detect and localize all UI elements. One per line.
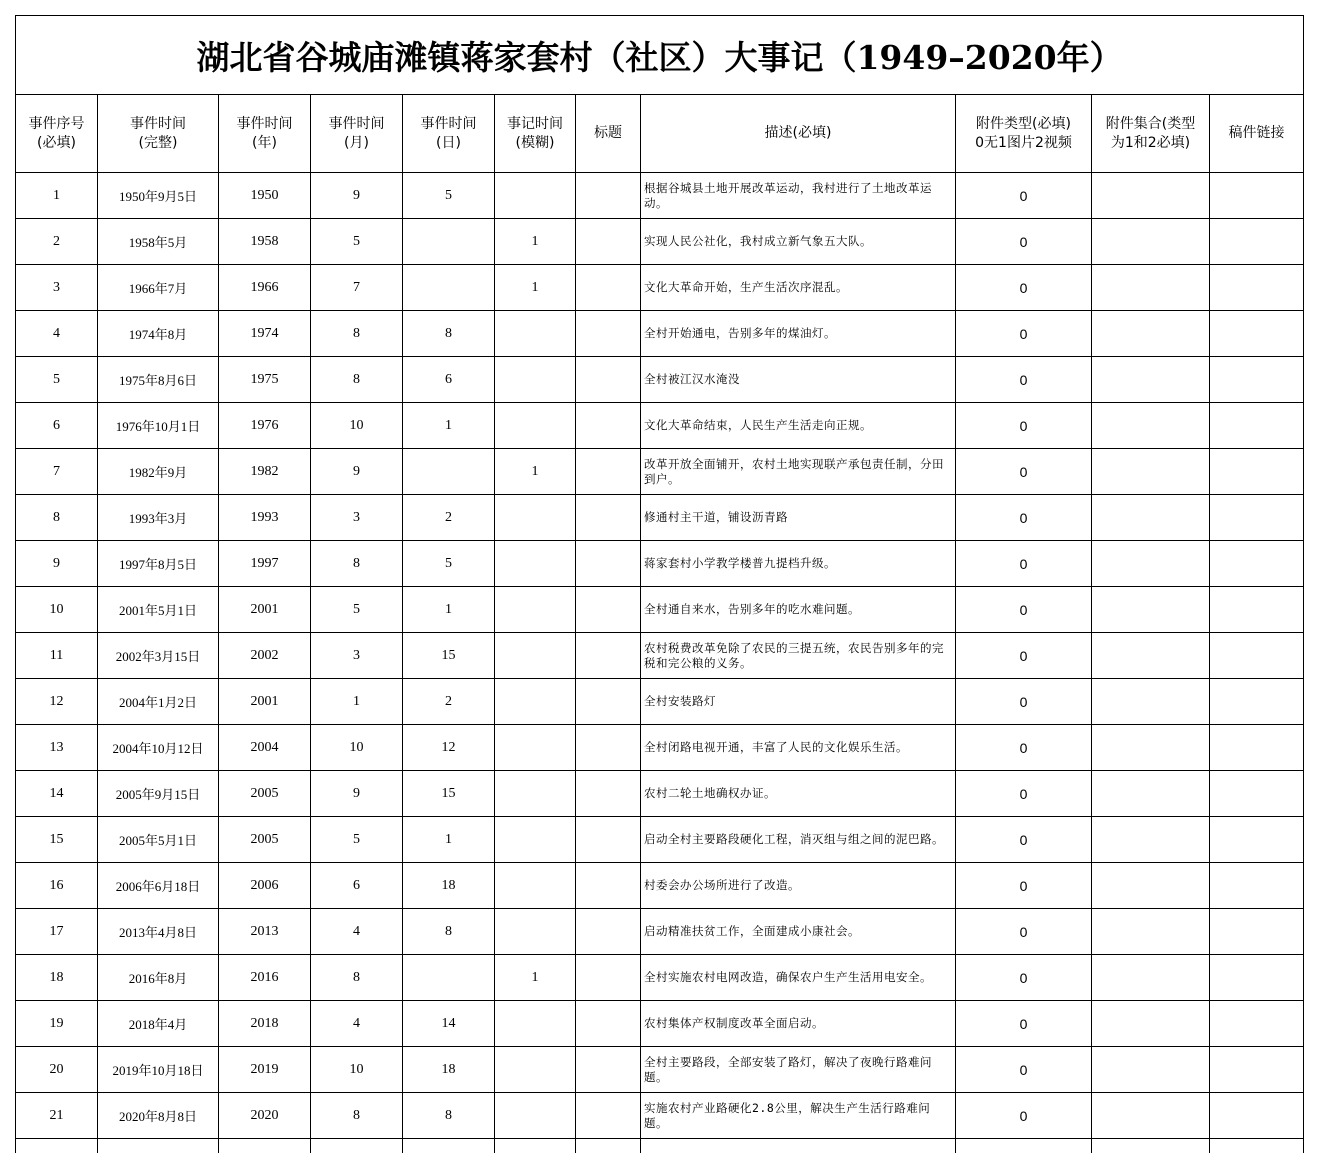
cell-description[interactable]: 农村税费改革免除了农民的三提五统，农民告别多年的完税和完公粮的义务。	[641, 633, 956, 679]
cell-description[interactable]: 根据谷城县土地开展改革运动，我村进行了土地改革运动。	[641, 173, 956, 219]
cell-month[interactable]: 4	[311, 909, 403, 955]
table-row	[16, 173, 1304, 219]
cell-month[interactable]: 9	[311, 771, 403, 817]
cell-description[interactable]: 改革开放全面铺开，农村土地实现联产承包责任制，分田到户。	[641, 449, 956, 495]
cell-article-link[interactable]	[1210, 357, 1304, 403]
cell-attachment-set[interactable]	[1092, 311, 1210, 357]
cell-attachment-set[interactable]	[1092, 357, 1210, 403]
cell-title[interactable]	[576, 541, 641, 587]
cell-attachment-set[interactable]	[1092, 1093, 1210, 1139]
cell-month[interactable]: 4	[311, 1001, 403, 1047]
cell-title[interactable]	[576, 311, 641, 357]
cell-attachment-set[interactable]	[1092, 495, 1210, 541]
cell-event-no[interactable]: 8	[16, 495, 98, 541]
cell-description[interactable]: 蒋家套村小学教学楼普九提档升级。	[641, 541, 956, 587]
header-month: 事件时间 (月)	[311, 95, 403, 173]
cell-description[interactable]: 修通村主干道，铺设沥青路	[641, 495, 956, 541]
cell-event-no[interactable]: 20	[16, 1047, 98, 1093]
cell-event-no[interactable]: 5	[16, 357, 98, 403]
cell-day[interactable]: 12	[403, 725, 495, 771]
cell-day[interactable]: 5	[403, 173, 495, 219]
cell-article-link[interactable]	[1210, 587, 1304, 633]
cell-description[interactable]: 全村被江汉水淹没	[641, 357, 956, 403]
cell-fuzzy-date[interactable]	[495, 1001, 576, 1047]
header-title: 标题	[576, 95, 641, 173]
cell-day[interactable]: 8	[403, 311, 495, 357]
empty-row	[16, 1139, 1304, 1154]
cell-attachment-set[interactable]	[1092, 1047, 1210, 1093]
cell-attachment-set[interactable]	[1092, 219, 1210, 265]
cell-attachment-set[interactable]	[1092, 909, 1210, 955]
cell-description[interactable]: 农村二轮土地确权办证。	[641, 771, 956, 817]
cell-article-link[interactable]	[1210, 219, 1304, 265]
cell-full-date[interactable]: 2005年5月1日	[98, 817, 219, 863]
cell-attachment-set[interactable]	[1092, 725, 1210, 771]
table-row	[16, 725, 1304, 771]
cell-month[interactable]: 8	[311, 357, 403, 403]
cell-month[interactable]: 10	[311, 403, 403, 449]
cell-description[interactable]: 实现人民公社化，我村成立新气象五大队。	[641, 219, 956, 265]
cell-fuzzy-date[interactable]	[495, 1093, 576, 1139]
cell-full-date[interactable]: 2020年8月8日	[98, 1093, 219, 1139]
cell-day[interactable]: 18	[403, 863, 495, 909]
empty-cell[interactable]	[1210, 1139, 1304, 1154]
cell-fuzzy-date[interactable]	[495, 403, 576, 449]
cell-fuzzy-date[interactable]: 1	[495, 265, 576, 311]
cell-day[interactable]: 2	[403, 679, 495, 725]
cell-day[interactable]	[403, 955, 495, 1001]
table-row	[16, 1093, 1304, 1139]
cell-attachment-type[interactable]: 0	[956, 587, 1092, 633]
cell-title[interactable]	[576, 1001, 641, 1047]
cell-month[interactable]: 8	[311, 311, 403, 357]
empty-cell[interactable]	[16, 1139, 98, 1154]
cell-day[interactable]: 15	[403, 633, 495, 679]
cell-day[interactable]: 15	[403, 771, 495, 817]
cell-article-link[interactable]	[1210, 955, 1304, 1001]
cell-month[interactable]: 3	[311, 495, 403, 541]
cell-article-link[interactable]	[1210, 633, 1304, 679]
empty-cell[interactable]	[641, 1139, 956, 1154]
cell-fuzzy-date[interactable]	[495, 909, 576, 955]
cell-description[interactable]: 全村开始通电，告别多年的煤油灯。	[641, 311, 956, 357]
header-event-no: 事件序号 (必填)	[16, 95, 98, 173]
cell-attachment-type[interactable]: 0	[956, 679, 1092, 725]
cell-full-date[interactable]: 2004年1月2日	[98, 679, 219, 725]
cell-full-date[interactable]: 2016年8月	[98, 955, 219, 1001]
cell-attachment-type[interactable]: 0	[956, 449, 1092, 495]
cell-fuzzy-date[interactable]	[495, 1047, 576, 1093]
cell-attachment-set[interactable]	[1092, 633, 1210, 679]
cell-title[interactable]	[576, 1047, 641, 1093]
cell-article-link[interactable]	[1210, 725, 1304, 771]
cell-description[interactable]: 实施农村产业路硬化2.8公里，解决生产生活行路难问题。	[641, 1093, 956, 1139]
cell-article-link[interactable]	[1210, 679, 1304, 725]
cell-attachment-type[interactable]: 0	[956, 771, 1092, 817]
cell-full-date[interactable]: 2002年3月15日	[98, 633, 219, 679]
cell-year[interactable]: 1993	[219, 495, 311, 541]
cell-title[interactable]	[576, 633, 641, 679]
cell-title[interactable]	[576, 817, 641, 863]
cell-attachment-type[interactable]: 0	[956, 817, 1092, 863]
cell-article-link[interactable]	[1210, 173, 1304, 219]
cell-day[interactable]	[403, 265, 495, 311]
cell-article-link[interactable]	[1210, 1047, 1304, 1093]
table-row	[16, 909, 1304, 955]
cell-fuzzy-date[interactable]: 1	[495, 449, 576, 495]
cell-month[interactable]: 10	[311, 1047, 403, 1093]
cell-day[interactable]: 1	[403, 403, 495, 449]
header-article-link: 稿件链接	[1210, 95, 1304, 173]
cell-event-no[interactable]: 19	[16, 1001, 98, 1047]
cell-title[interactable]	[576, 1093, 641, 1139]
header-year: 事件时间 (年)	[219, 95, 311, 173]
cell-fuzzy-date[interactable]	[495, 771, 576, 817]
cell-fuzzy-date[interactable]	[495, 495, 576, 541]
cell-day[interactable]: 18	[403, 1047, 495, 1093]
cell-description[interactable]: 启动全村主要路段硬化工程，消灭组与组之间的泥巴路。	[641, 817, 956, 863]
table-row	[16, 403, 1304, 449]
cell-day[interactable]	[403, 219, 495, 265]
cell-month[interactable]: 5	[311, 219, 403, 265]
cell-attachment-set[interactable]	[1092, 955, 1210, 1001]
cell-event-no[interactable]: 2	[16, 219, 98, 265]
cell-title[interactable]	[576, 265, 641, 311]
cell-full-date[interactable]: 1966年7月	[98, 265, 219, 311]
cell-attachment-type[interactable]: 0	[956, 1001, 1092, 1047]
cell-full-date[interactable]: 1982年9月	[98, 449, 219, 495]
cell-article-link[interactable]	[1210, 311, 1304, 357]
table-row	[16, 817, 1304, 863]
empty-cell[interactable]	[576, 1139, 641, 1154]
cell-event-no[interactable]: 21	[16, 1093, 98, 1139]
cell-year[interactable]: 2020	[219, 1093, 311, 1139]
cell-event-no[interactable]: 14	[16, 771, 98, 817]
cell-attachment-type[interactable]: 0	[956, 909, 1092, 955]
cell-description[interactable]: 全村实施农村电网改造，确保农户生产生活用电安全。	[641, 955, 956, 1001]
cell-event-no[interactable]: 12	[16, 679, 98, 725]
cell-full-date[interactable]: 1950年9月5日	[98, 173, 219, 219]
table-row	[16, 541, 1304, 587]
cell-description[interactable]: 农村集体产权制度改革全面启动。	[641, 1001, 956, 1047]
cell-fuzzy-date[interactable]: 1	[495, 955, 576, 1001]
cell-attachment-set[interactable]	[1092, 265, 1210, 311]
cell-full-date[interactable]: 2019年10月18日	[98, 1047, 219, 1093]
cell-attachment-set[interactable]	[1092, 403, 1210, 449]
cell-event-no[interactable]: 3	[16, 265, 98, 311]
table-row	[16, 219, 1304, 265]
empty-cell[interactable]	[98, 1139, 219, 1154]
cell-year[interactable]: 1975	[219, 357, 311, 403]
cell-month[interactable]: 6	[311, 863, 403, 909]
cell-title[interactable]	[576, 863, 641, 909]
cell-year[interactable]: 2016	[219, 955, 311, 1001]
cell-fuzzy-date[interactable]	[495, 817, 576, 863]
cell-year[interactable]: 1976	[219, 403, 311, 449]
cell-attachment-type[interactable]: 0	[956, 541, 1092, 587]
cell-attachment-type[interactable]: 0	[956, 311, 1092, 357]
cell-full-date[interactable]: 2018年4月	[98, 1001, 219, 1047]
cell-day[interactable]	[403, 449, 495, 495]
cell-fuzzy-date[interactable]	[495, 679, 576, 725]
cell-full-date[interactable]: 2001年5月1日	[98, 587, 219, 633]
header-row	[16, 95, 1304, 173]
cell-attachment-type[interactable]: 0	[956, 955, 1092, 1001]
cell-attachment-set[interactable]	[1092, 541, 1210, 587]
cell-year[interactable]: 1950	[219, 173, 311, 219]
cell-full-date[interactable]: 2006年6月18日	[98, 863, 219, 909]
cell-attachment-type[interactable]: 0	[956, 357, 1092, 403]
cell-full-date[interactable]: 1958年5月	[98, 219, 219, 265]
cell-event-no[interactable]: 1	[16, 173, 98, 219]
cell-month[interactable]: 8	[311, 955, 403, 1001]
cell-attachment-set[interactable]	[1092, 449, 1210, 495]
table-body	[16, 173, 1304, 1154]
header-attachment-type: 附件类型(必填) 0无1图片2视频	[956, 95, 1092, 173]
table-row	[16, 357, 1304, 403]
cell-fuzzy-date[interactable]	[495, 357, 576, 403]
cell-fuzzy-date[interactable]	[495, 863, 576, 909]
cell-event-no[interactable]: 15	[16, 817, 98, 863]
cell-fuzzy-date[interactable]	[495, 587, 576, 633]
cell-attachment-type[interactable]: 0	[956, 173, 1092, 219]
header-full-date: 事件时间 (完整)	[98, 95, 219, 173]
cell-year[interactable]: 2004	[219, 725, 311, 771]
cell-year[interactable]: 2005	[219, 817, 311, 863]
empty-cell[interactable]	[311, 1139, 403, 1154]
empty-cell[interactable]	[403, 1139, 495, 1154]
table-row	[16, 495, 1304, 541]
table-row	[16, 1001, 1304, 1047]
cell-description[interactable]: 村委会办公场所进行了改造。	[641, 863, 956, 909]
table-row	[16, 955, 1304, 1001]
cell-full-date[interactable]: 1997年8月5日	[98, 541, 219, 587]
cell-article-link[interactable]	[1210, 265, 1304, 311]
cell-month[interactable]: 1	[311, 679, 403, 725]
events-table	[15, 15, 1304, 1153]
cell-attachment-type[interactable]: 0	[956, 633, 1092, 679]
cell-article-link[interactable]	[1210, 495, 1304, 541]
cell-year[interactable]: 2006	[219, 863, 311, 909]
cell-year[interactable]: 2002	[219, 633, 311, 679]
cell-article-link[interactable]	[1210, 403, 1304, 449]
cell-full-date[interactable]: 1974年8月	[98, 311, 219, 357]
header-day: 事件时间 (日)	[403, 95, 495, 173]
table-row	[16, 633, 1304, 679]
table-row	[16, 771, 1304, 817]
cell-month[interactable]: 8	[311, 1093, 403, 1139]
table-row	[16, 863, 1304, 909]
cell-full-date[interactable]: 1993年3月	[98, 495, 219, 541]
cell-full-date[interactable]: 2005年9月15日	[98, 771, 219, 817]
cell-attachment-set[interactable]	[1092, 679, 1210, 725]
cell-full-date[interactable]: 1976年10月1日	[98, 403, 219, 449]
cell-attachment-set[interactable]	[1092, 771, 1210, 817]
cell-day[interactable]: 14	[403, 1001, 495, 1047]
cell-year[interactable]: 2019	[219, 1047, 311, 1093]
cell-year[interactable]: 1958	[219, 219, 311, 265]
cell-event-no[interactable]: 9	[16, 541, 98, 587]
cell-description[interactable]: 文化大革命结束，人民生产生活走向正规。	[641, 403, 956, 449]
cell-full-date[interactable]: 2004年10月12日	[98, 725, 219, 771]
cell-month[interactable]: 7	[311, 265, 403, 311]
cell-fuzzy-date[interactable]	[495, 725, 576, 771]
cell-title[interactable]	[576, 909, 641, 955]
cell-year[interactable]: 2001	[219, 679, 311, 725]
empty-cell[interactable]	[1092, 1139, 1210, 1154]
cell-title[interactable]	[576, 679, 641, 725]
cell-fuzzy-date[interactable]	[495, 311, 576, 357]
cell-year[interactable]: 2005	[219, 771, 311, 817]
cell-full-date[interactable]: 1975年8月6日	[98, 357, 219, 403]
cell-month[interactable]: 5	[311, 587, 403, 633]
cell-attachment-type[interactable]: 0	[956, 863, 1092, 909]
cell-year[interactable]: 2018	[219, 1001, 311, 1047]
cell-fuzzy-date[interactable]	[495, 173, 576, 219]
cell-attachment-type[interactable]: 0	[956, 265, 1092, 311]
cell-day[interactable]: 5	[403, 541, 495, 587]
table-row	[16, 1047, 1304, 1093]
cell-title[interactable]	[576, 173, 641, 219]
cell-title[interactable]	[576, 955, 641, 1001]
empty-cell[interactable]	[495, 1139, 576, 1154]
cell-full-date[interactable]: 2013年4月8日	[98, 909, 219, 955]
cell-title[interactable]	[576, 403, 641, 449]
cell-year[interactable]: 2001	[219, 587, 311, 633]
cell-title[interactable]	[576, 495, 641, 541]
cell-event-no[interactable]: 6	[16, 403, 98, 449]
header-fuzzy-date: 事记时间 (模糊)	[495, 95, 576, 173]
header-attachment-set: 附件集合(类型 为1和2必填)	[1092, 95, 1210, 173]
cell-attachment-type[interactable]: 0	[956, 725, 1092, 771]
cell-article-link[interactable]	[1210, 863, 1304, 909]
cell-year[interactable]: 1997	[219, 541, 311, 587]
cell-event-no[interactable]: 7	[16, 449, 98, 495]
cell-article-link[interactable]	[1210, 449, 1304, 495]
header-description: 描述(必填)	[641, 95, 956, 173]
cell-attachment-type[interactable]: 0	[956, 403, 1092, 449]
page-title: 湖北省谷城庙滩镇蒋家套村（社区）大事记（1949–2020年）	[16, 16, 1304, 95]
cell-day[interactable]: 8	[403, 909, 495, 955]
spreadsheet	[15, 15, 1303, 1153]
cell-description[interactable]: 全村主要路段，全部安装了路灯，解决了夜晚行路难问题。	[641, 1047, 956, 1093]
cell-attachment-set[interactable]	[1092, 587, 1210, 633]
cell-event-no[interactable]: 16	[16, 863, 98, 909]
table-row	[16, 587, 1304, 633]
table-row	[16, 265, 1304, 311]
cell-article-link[interactable]	[1210, 817, 1304, 863]
cell-article-link[interactable]	[1210, 909, 1304, 955]
cell-month[interactable]: 10	[311, 725, 403, 771]
cell-event-no[interactable]: 4	[16, 311, 98, 357]
cell-year[interactable]: 2013	[219, 909, 311, 955]
cell-title[interactable]	[576, 587, 641, 633]
cell-attachment-type[interactable]: 0	[956, 1047, 1092, 1093]
cell-title[interactable]	[576, 449, 641, 495]
cell-event-no[interactable]: 11	[16, 633, 98, 679]
cell-fuzzy-date[interactable]	[495, 541, 576, 587]
cell-event-no[interactable]: 17	[16, 909, 98, 955]
empty-cell[interactable]	[956, 1139, 1092, 1154]
cell-day[interactable]: 6	[403, 357, 495, 403]
cell-article-link[interactable]	[1210, 1093, 1304, 1139]
table-row	[16, 311, 1304, 357]
cell-title[interactable]	[576, 725, 641, 771]
cell-article-link[interactable]	[1210, 771, 1304, 817]
table-row	[16, 449, 1304, 495]
cell-attachment-type[interactable]: 0	[956, 219, 1092, 265]
cell-title[interactable]	[576, 357, 641, 403]
cell-event-no[interactable]: 18	[16, 955, 98, 1001]
cell-event-no[interactable]: 10	[16, 587, 98, 633]
table-row	[16, 679, 1304, 725]
cell-description[interactable]: 全村闭路电视开通，丰富了人民的文化娱乐生活。	[641, 725, 956, 771]
cell-attachment-set[interactable]	[1092, 1001, 1210, 1047]
cell-attachment-set[interactable]	[1092, 817, 1210, 863]
cell-month[interactable]: 5	[311, 817, 403, 863]
cell-month[interactable]: 8	[311, 541, 403, 587]
cell-event-no[interactable]: 13	[16, 725, 98, 771]
empty-cell[interactable]	[219, 1139, 311, 1154]
cell-year[interactable]: 1966	[219, 265, 311, 311]
cell-attachment-set[interactable]	[1092, 173, 1210, 219]
cell-day[interactable]: 8	[403, 1093, 495, 1139]
cell-day[interactable]: 1	[403, 817, 495, 863]
cell-year[interactable]: 1974	[219, 311, 311, 357]
cell-attachment-type[interactable]: 0	[956, 495, 1092, 541]
cell-fuzzy-date[interactable]	[495, 633, 576, 679]
cell-day[interactable]: 1	[403, 587, 495, 633]
cell-article-link[interactable]	[1210, 541, 1304, 587]
cell-attachment-set[interactable]	[1092, 863, 1210, 909]
cell-title[interactable]	[576, 219, 641, 265]
cell-fuzzy-date[interactable]: 1	[495, 219, 576, 265]
cell-description[interactable]: 全村通自来水，告别多年的吃水难问题。	[641, 587, 956, 633]
cell-month[interactable]: 3	[311, 633, 403, 679]
cell-title[interactable]	[576, 771, 641, 817]
cell-description[interactable]: 全村安装路灯	[641, 679, 956, 725]
cell-article-link[interactable]	[1210, 1001, 1304, 1047]
cell-month[interactable]: 9	[311, 449, 403, 495]
cell-description[interactable]: 启动精准扶贫工作，全面建成小康社会。	[641, 909, 956, 955]
cell-month[interactable]: 9	[311, 173, 403, 219]
cell-attachment-type[interactable]: 0	[956, 1093, 1092, 1139]
cell-description[interactable]: 文化大革命开始，生产生活次序混乱。	[641, 265, 956, 311]
cell-year[interactable]: 1982	[219, 449, 311, 495]
cell-day[interactable]: 2	[403, 495, 495, 541]
